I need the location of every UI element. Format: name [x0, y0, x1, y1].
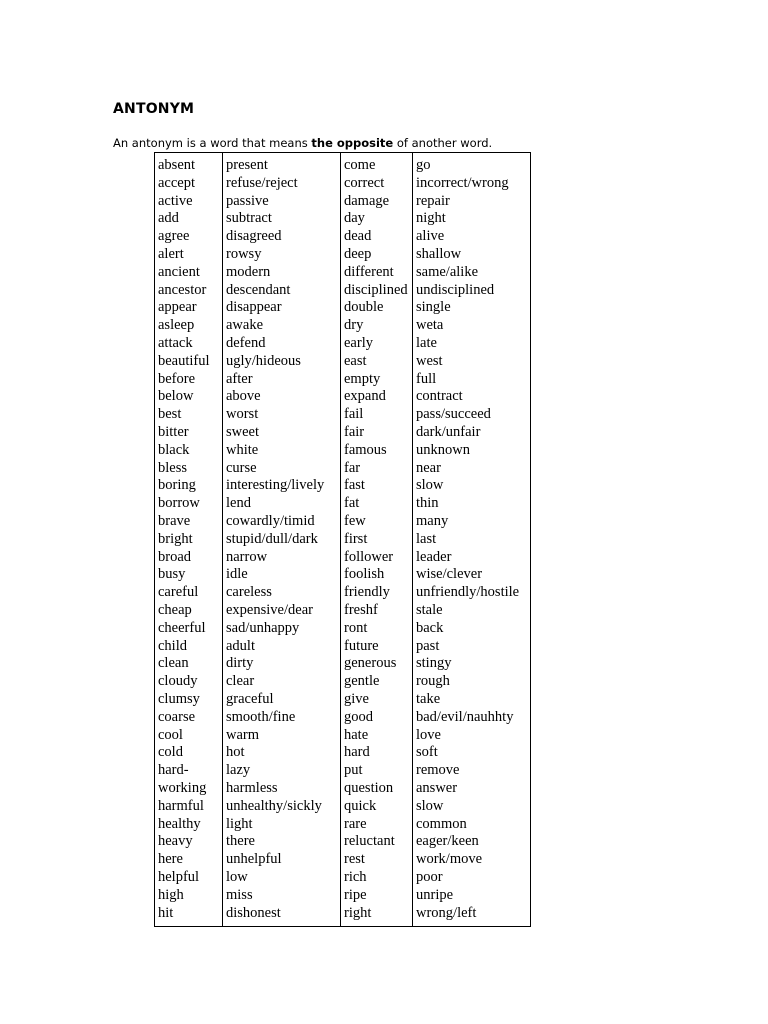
- table-cell: clean: [158, 655, 189, 672]
- intro-text: [113, 136, 492, 150]
- table-cell: miss: [226, 886, 253, 903]
- table-cell: rest: [344, 851, 365, 868]
- table-cell: correct: [344, 174, 385, 191]
- table-cell: disciplined: [344, 281, 408, 298]
- table-cell: adult: [226, 637, 255, 654]
- table-cell: early: [344, 335, 373, 351]
- table-cell: heavy: [158, 833, 193, 850]
- table-cell: defend: [226, 335, 266, 351]
- table-cell: alert: [158, 246, 184, 262]
- intro-emphasis: the opposite: [311, 136, 394, 150]
- table-cell: idle: [226, 566, 248, 583]
- table-cell: beautiful: [158, 352, 210, 369]
- table-cell: low: [226, 869, 248, 885]
- table-cell: day: [344, 210, 365, 227]
- table-cell: unripe: [416, 886, 454, 903]
- table-cell: careless: [226, 584, 272, 601]
- table-cell: expand: [344, 388, 386, 405]
- table-cell: good: [344, 708, 373, 725]
- table-cell: future: [344, 637, 379, 654]
- table-cell: add: [158, 210, 179, 227]
- table-cell: give: [344, 691, 369, 707]
- table-cell: ancient: [158, 263, 200, 280]
- intro-after: of another word.: [393, 136, 493, 150]
- table-cell: single: [416, 299, 451, 316]
- table-cell: wrong/left: [416, 904, 477, 921]
- table-cell: deep: [344, 246, 372, 262]
- table-cell: interesting/lively: [226, 477, 325, 494]
- table-cell: dry: [344, 317, 364, 334]
- table-cell: present: [226, 157, 268, 173]
- table-cell: right: [344, 904, 372, 921]
- table-cell: poor: [416, 869, 443, 885]
- table-cell: same/alike: [416, 263, 479, 280]
- table-cell: unhelpful: [226, 851, 282, 868]
- table-cell: alive: [416, 228, 445, 245]
- table-cell: dead: [344, 228, 372, 245]
- table-cell: common: [416, 815, 467, 832]
- table-cell: east: [344, 352, 367, 369]
- table-cell: clumsy: [158, 691, 200, 707]
- table-cell: past: [416, 637, 440, 654]
- table-cell: modern: [226, 263, 271, 280]
- table-cell: dark/unfair: [416, 424, 481, 440]
- table-cell: after: [226, 370, 253, 387]
- table-cell: rich: [344, 869, 367, 885]
- table-cell: agree: [158, 228, 190, 245]
- antonym-column-3: [340, 153, 413, 926]
- table-cell: busy: [158, 566, 186, 583]
- antonym-column-2: [222, 153, 341, 926]
- table-cell: child: [158, 637, 187, 654]
- table-cell: foolish: [344, 566, 385, 583]
- table-cell: unhealthy/sickly: [226, 797, 322, 814]
- table-cell: reluctant: [344, 833, 395, 850]
- table-cell: different: [344, 263, 394, 280]
- table-cell: stupid/dull/dark: [226, 530, 318, 547]
- table-cell: black: [158, 441, 190, 458]
- table-cell: question: [344, 780, 394, 796]
- table-cell: cheap: [158, 602, 192, 618]
- table-cell: pass/succeed: [416, 406, 491, 423]
- table-cell: damage: [344, 192, 390, 209]
- table-cell: full: [416, 370, 437, 387]
- table-cell: harmless: [226, 780, 278, 796]
- table-cell: subtract: [226, 210, 272, 227]
- table-cell: smooth/fine: [226, 708, 296, 725]
- table-cell: weta: [416, 317, 444, 334]
- table-cell: ancestor: [158, 281, 207, 298]
- table-cell: late: [416, 335, 437, 351]
- table-cell: first: [344, 530, 368, 547]
- table-cell: disappear: [226, 299, 282, 316]
- table-cell: fail: [344, 406, 364, 423]
- table-cell: slow: [416, 477, 444, 494]
- table-cell: slow: [416, 797, 444, 814]
- table-cell: there: [226, 833, 255, 850]
- table-cell: lend: [226, 495, 251, 512]
- table-cell: worst: [226, 406, 259, 423]
- table-cell: high: [158, 886, 184, 903]
- table-cell: many: [416, 513, 449, 529]
- table-cell: careful: [158, 584, 199, 601]
- table-cell: work/move: [416, 851, 483, 868]
- table-cell: few: [344, 513, 366, 529]
- table-cell: clear: [226, 673, 255, 690]
- table-cell: stingy: [416, 655, 452, 672]
- table-cell: fat: [344, 495, 360, 512]
- table-cell: stale: [416, 602, 443, 618]
- table-cell: back: [416, 619, 444, 636]
- table-cell: broad: [158, 548, 192, 565]
- table-cell: bless: [158, 459, 187, 476]
- table-cell: far: [344, 459, 361, 476]
- table-cell: best: [158, 406, 182, 423]
- table-cell: rare: [344, 815, 367, 832]
- table-cell: repair: [416, 192, 450, 209]
- table-cell: ugly/hideous: [226, 352, 301, 369]
- table-cell: answer: [416, 780, 458, 796]
- table-cell: lazy: [226, 762, 251, 779]
- table-cell: narrow: [226, 548, 268, 565]
- table-cell: white: [226, 441, 259, 458]
- table-cell: ripe: [344, 886, 367, 903]
- table-cell: cold: [158, 744, 183, 761]
- table-cell: double: [344, 299, 384, 316]
- table-cell: dishonest: [226, 904, 281, 921]
- table-cell: brave: [158, 513, 191, 529]
- table-cell: leader: [416, 548, 452, 565]
- table-cell: hard: [344, 744, 370, 761]
- table-cell: harmful: [158, 797, 204, 814]
- table-cell: wise/clever: [416, 566, 483, 583]
- table-cell: night: [416, 210, 446, 227]
- table-cell: passive: [226, 192, 269, 209]
- table-cell: friendly: [344, 584, 390, 601]
- table-cell: hit: [158, 904, 174, 921]
- table-cell: curse: [226, 459, 257, 476]
- antonym-column-1: [155, 153, 222, 926]
- antonym-table: [154, 152, 531, 927]
- table-cell: fast: [344, 477, 365, 494]
- table-cell: quick: [344, 797, 377, 814]
- table-cell: cheerful: [158, 619, 206, 636]
- table-cell: working: [158, 780, 207, 796]
- table-cell: sad/unhappy: [226, 619, 300, 636]
- table-cell: undisciplined: [416, 281, 495, 298]
- table-cell: above: [226, 388, 261, 405]
- table-cell: love: [416, 726, 441, 743]
- table-cell: bright: [158, 530, 193, 547]
- table-cell: appear: [158, 299, 197, 316]
- table-cell: healthy: [158, 815, 201, 832]
- table-cell: hate: [344, 726, 369, 743]
- table-cell: rough: [416, 673, 450, 690]
- table-cell: generous: [344, 655, 397, 672]
- table-cell: dirty: [226, 655, 254, 672]
- table-cell: famous: [344, 441, 387, 458]
- table-cell: below: [158, 388, 194, 405]
- table-cell: go: [416, 157, 431, 173]
- antonym-column-4: [412, 153, 531, 926]
- table-cell: descendant: [226, 281, 291, 298]
- table-cell: here: [158, 851, 183, 868]
- table-cell: unknown: [416, 441, 470, 458]
- table-cell: freshf: [344, 602, 378, 618]
- table-cell: cool: [158, 726, 183, 743]
- table-cell: awake: [226, 317, 264, 334]
- table-cell: boring: [158, 477, 196, 494]
- table-cell: absent: [158, 157, 196, 173]
- table-cell: contract: [416, 388, 463, 405]
- table-cell: active: [158, 192, 193, 209]
- table-cell: attack: [158, 335, 193, 351]
- table-cell: west: [416, 352, 443, 369]
- intro-before: An antonym is a word that means: [113, 136, 312, 150]
- table-cell: near: [416, 459, 441, 476]
- table-cell: follower: [344, 548, 394, 565]
- table-cell: empty: [344, 370, 381, 387]
- table-cell: incorrect/wrong: [416, 174, 509, 191]
- table-cell: take: [416, 691, 441, 707]
- table-cell: disagreed: [226, 228, 282, 245]
- table-cell: remove: [416, 762, 460, 779]
- table-cell: soft: [416, 744, 438, 761]
- table-cell: asleep: [158, 317, 195, 334]
- table-cell: cloudy: [158, 673, 198, 690]
- table-cell: cowardly/timid: [226, 513, 315, 529]
- table-cell: warm: [226, 726, 260, 743]
- table-cell: bad/evil/nauhhty: [416, 708, 514, 725]
- table-cell: coarse: [158, 708, 196, 725]
- table-cell: bitter: [158, 424, 189, 440]
- table-cell: rowsy: [226, 246, 262, 262]
- table-cell: light: [226, 815, 253, 832]
- page-title: ANTONYM: [113, 101, 195, 117]
- table-cell: ront: [344, 619, 368, 636]
- table-cell: borrow: [158, 495, 200, 512]
- table-cell: graceful: [226, 691, 274, 707]
- table-cell: eager/keen: [416, 833, 479, 850]
- table-cell: fair: [344, 424, 365, 440]
- table-cell: come: [344, 157, 376, 173]
- table-cell: hard-: [158, 762, 189, 779]
- table-cell: refuse/reject: [226, 174, 298, 191]
- table-cell: sweet: [226, 424, 260, 440]
- table-cell: expensive/dear: [226, 602, 313, 618]
- table-cell: gentle: [344, 673, 380, 690]
- table-cell: helpful: [158, 869, 200, 885]
- table-cell: accept: [158, 174, 196, 191]
- table-cell: before: [158, 370, 196, 387]
- table-cell: hot: [226, 744, 245, 761]
- table-cell: thin: [416, 495, 439, 512]
- table-cell: put: [344, 762, 363, 779]
- table-cell: unfriendly/hostile: [416, 584, 520, 601]
- table-cell: shallow: [416, 246, 462, 262]
- table-cell: last: [416, 530, 437, 547]
